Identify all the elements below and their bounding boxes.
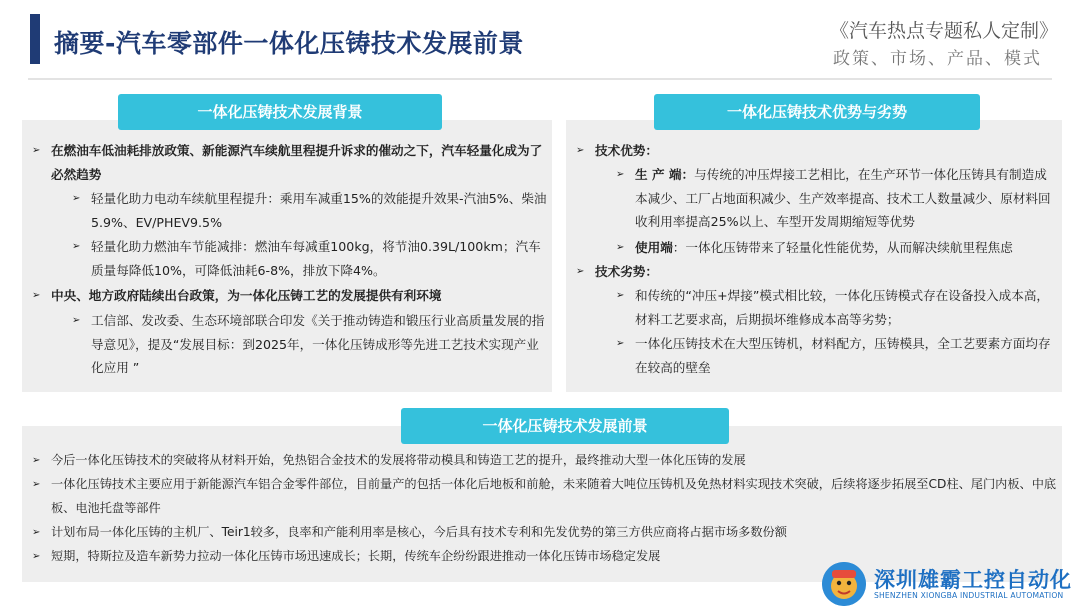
usage-label: 使用端 — [635, 240, 673, 255]
list-item: ➢ 在燃油车低油耗排放政策、新能源汽车续航里程提升诉求的催动之下，汽车轻量化成为了必然趋势 — [32, 139, 547, 186]
list-item: ➢ 中央、地方政府陆续出台政策，为一体化压铸工艺的发展提供有利环境 — [32, 284, 547, 308]
list-item: ➢ 一体化压铸技术在大型压铸机，材料配方，压铸模具，全工艺要素方面均存在较高的壁垒 — [616, 332, 1056, 379]
outlook-heading: 一体化压铸技术发展前景 — [401, 408, 729, 444]
background-heading: 一体化压铸技术发展背景 — [118, 94, 442, 130]
header-divider — [28, 78, 1052, 80]
bullet-arrow-icon: ➢ — [32, 551, 41, 562]
title-prefix: 摘要 — [54, 29, 106, 58]
list-item: ➢ 和传统的“冲压+焊接”模式相比较，一体化压铸模式存在设备投入成本高，材料工艺要求高，后期损坏维修成本高等劣势； — [616, 284, 1056, 331]
logo-name: 深圳雄霸工控自动化 — [874, 568, 1072, 592]
bullet-arrow-icon: ➢ — [616, 290, 625, 301]
logo-english-name: SHENZHEN XIONGBA INDUSTRIAL AUTOMATION — [874, 591, 1064, 600]
bullet-arrow-icon: ➢ — [32, 527, 41, 538]
bullet-arrow-icon: ➢ — [32, 479, 41, 490]
company-logo — [822, 560, 1078, 606]
title-separator: - — [105, 29, 116, 58]
logo-mascot-icon — [822, 562, 866, 606]
title-main: 汽车零部件一体化压铸技术发展前景 — [115, 29, 524, 58]
bullet-arrow-icon: ➢ — [72, 241, 81, 252]
bullet-arrow-icon: ➢ — [32, 290, 41, 301]
list-item: ➢ 工信部、发改委、生态环境部联合印发《关于推动铸造和锻压行业高质量发展的指导意见》，提及“发展目标：到2025年，一体化压铸成形等先进工艺技术实现产业化应用 ” — [72, 309, 550, 380]
list-item: ➢ 技术优势： — [576, 139, 1046, 163]
bullet-arrow-icon: ➢ — [576, 145, 585, 156]
list-item: ➢ 今后一体化压铸技术的突破将从材料开始，免热铝合金技术的发展将带动模具和铸造工艺的提升，最终推动大型一体化压铸的发展 — [32, 449, 1058, 473]
list-item: ➢ 短期，特斯拉及造车新势力拉动一体化压铸市场迅速成长；长期，传统车企纷纷跟进推动一体化压铸市场稳定发展 — [32, 545, 822, 569]
list-item: ➢ 计划布局一体化压铸的主机厂、Teir1较多，良率和产能利用率是核心，今后具有技术专利和先发优势的第三方供应商将占据市场多数份额 — [32, 521, 1058, 545]
list-item: ➢ 一体化压铸技术主要应用于新能源汽车铝合金零件部位，目前量产的包括一体化后地板和前舱，未来随着大吨位压铸机及免热材料实现技术突破，后续将逐步拓展至CD柱、尾门内板、中底板、电池托盘等部件 — [32, 473, 1058, 520]
bullet-arrow-icon: ➢ — [32, 145, 41, 156]
bullet-arrow-icon: ➢ — [72, 315, 81, 326]
bullet-arrow-icon: ➢ — [72, 193, 81, 204]
list-item: ➢ 轻量化助力燃油车节能减排：燃油车每减重100kg，将节油0.39L/100km；汽车质量每降低10%，可降低油耗6-8%，排放下降4%。 — [72, 235, 550, 282]
list-item: ➢ 轻量化助力电动车续航里程提升：乘用车减重15%的效能提升效果-汽油5%、柴油5.9%、EV/PHEV9.5% — [72, 187, 550, 234]
production-label: 生 产 端： — [635, 167, 695, 182]
list-item — [616, 236, 1056, 260]
pros-cons-heading: 一体化压铸技术优势与劣势 — [654, 94, 980, 130]
list-item: ➢ 技术劣势： — [576, 260, 1046, 284]
bullet-arrow-icon: ➢ — [616, 169, 625, 180]
bullet-arrow-icon: ➢ — [616, 338, 625, 349]
title-accent-bar — [30, 14, 40, 64]
bullet-arrow-icon: ➢ — [32, 455, 41, 466]
usage-text: ：一体化压铸带来了轻量化性能优势，从而解决续航里程焦虑 — [672, 240, 1013, 255]
bullet-arrow-icon: ➢ — [576, 266, 585, 277]
page-title — [54, 24, 524, 60]
series-name: 《汽车热点专题私人定制》 — [829, 20, 1058, 42]
production-text: 与传统的冲压焊接工艺相比，在生产环节一体化压铸具有制造成本减少、工厂占地面积减少、生产效率提高、技术工人数量减少、原材料回收利用率提高25%以上、车型开发周期缩短等优势 — [635, 167, 1051, 229]
bullet-arrow-icon: ➢ — [616, 242, 625, 253]
list-item — [616, 163, 1056, 234]
series-topics: 政策、市场、产品、模式 — [833, 49, 1042, 69]
